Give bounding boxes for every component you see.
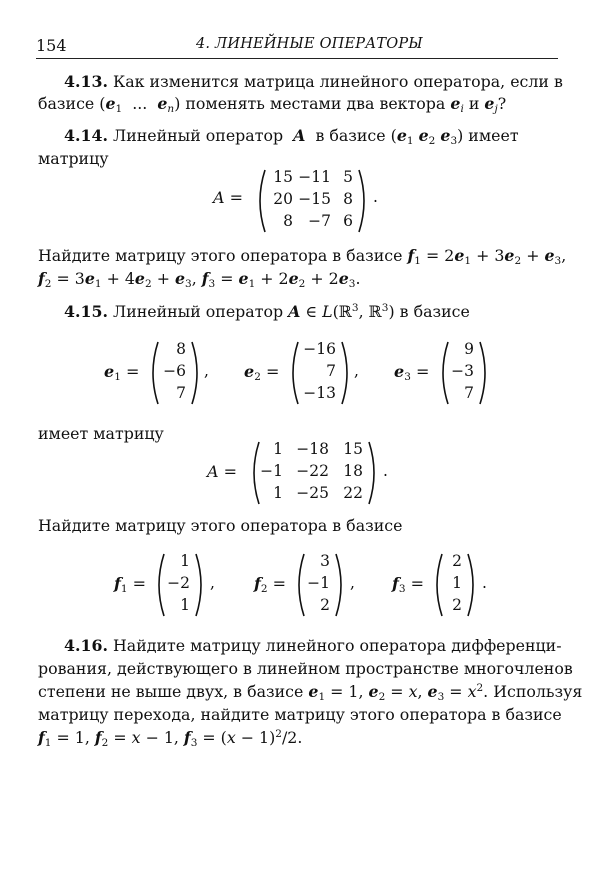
problem-4-14-line-3: Найдите матрицу этого оператора в базисе $f_1 = 2e_1 + 3e_2 + e_3$, [38, 246, 567, 267]
vector-cell: 2 [320, 596, 330, 614]
vector-e3: $e_3$ = 9 −3 7 [394, 340, 494, 406]
problem-text: ) имеет [457, 126, 519, 145]
problem-text: ) поменять местами два вектора [174, 94, 446, 113]
problem-4-13-line-1 [64, 72, 563, 91]
problem-4-14-line-1: 4.14. Линейный оператор A в базисе ($e_1$ $e_2$ $e_3$) имеет [64, 126, 519, 147]
problem-4-16-line-3: степени не выше двух, в базисе $e_1 = 1$, $e_2 = x$, $e_3 = x^2$. Используя [38, 682, 583, 703]
problem-text: базисе ( [38, 94, 106, 113]
vector-cell: 8 [176, 340, 186, 358]
matrix-a-4-15: A = 1 −18 15 −1 −22 18 1 −25 22 . [207, 440, 388, 502]
problem-4-13-line-2: базисе ($e_1$ ... $e_n$) поменять местами два вектора $e_i$ и $e_j$? [38, 94, 507, 115]
matrix-cell: 6 [343, 212, 353, 230]
vector-f3: $f_3$ = 2 1 2 . [392, 552, 487, 614]
vector-cell: −6 [163, 362, 186, 380]
vector-f1: $f_1$ = 1 −2 1 , [114, 552, 215, 614]
matrix-cell: 8 [343, 190, 353, 208]
problem-number: 4.16. [64, 636, 108, 655]
matrix-cell: 15 [273, 168, 293, 186]
problem-4-16-line-2: рования, действующего в линейном пространстве многочленов [38, 659, 573, 678]
problem-text: Линейный оператор [113, 302, 284, 321]
matrix-cell: −11 [298, 168, 331, 186]
vector-cell: 1 [180, 596, 190, 614]
matrix-cell: −25 [296, 484, 329, 502]
vector-cell: 3 [320, 552, 330, 570]
problem-4-14-line-2: матрицу [38, 149, 109, 168]
problem-text: и [468, 94, 480, 113]
problem-text: Линейный оператор [113, 126, 284, 145]
vector-cell: −3 [451, 362, 474, 380]
problem-text: Найдите матрицу этого оператора в базисе [38, 246, 403, 265]
problem-text: в базисе [399, 302, 470, 321]
matrix-cell: 18 [343, 462, 363, 480]
find-in-basis-text: Найдите матрицу этого оператора в базисе [38, 516, 403, 535]
matrix-cell: 1 [273, 484, 283, 502]
problem-text: Найдите матрицу линейного оператора дифференци- [113, 636, 562, 655]
problem-text: Используя [493, 682, 583, 701]
vector-cell: 7 [176, 384, 186, 402]
vector-f2: $f_2$ = 3 −1 2 , [254, 552, 355, 614]
right-paren [357, 168, 373, 234]
vector-cell: 1 [452, 574, 462, 592]
problem-text: степени не выше двух, в базисе [38, 682, 304, 701]
problem-number: 4.13. [64, 72, 108, 91]
matrix-cell: −1 [260, 462, 283, 480]
problem-text: в базисе ( [315, 126, 397, 145]
problem-4-14-line-4: $f_2 = 3e_1 + 4e_2 + e_3$, $f_3 = e_1 + 2e_2 + 2e_3$. [38, 269, 361, 290]
problem-4-16-line-5: $f_1 = 1$, $f_2 = x - 1$, $f_3 = (x - 1)^2/2$. [38, 728, 303, 749]
vector-cell: 7 [326, 362, 336, 380]
problem-4-16-line-1 [64, 636, 562, 655]
page-number: 154 [36, 36, 67, 55]
header-rule [36, 58, 558, 59]
vector-cell: −16 [303, 340, 336, 358]
matrix-cell: 8 [283, 212, 293, 230]
matrix-cell: −7 [308, 212, 331, 230]
problem-4-15-line-1: 4.15. Линейный оператор A ∈ L(ℝ$^3$, ℝ$^3$) в базисе [64, 302, 470, 321]
vector-cell: −2 [167, 574, 190, 592]
vector-cell: 2 [452, 552, 462, 570]
vector-cell: 9 [464, 340, 474, 358]
matrix-cell: 15 [343, 440, 363, 458]
vector-cell: −13 [303, 384, 336, 402]
matrix-cell: 5 [343, 168, 353, 186]
vector-cell: 1 [180, 552, 190, 570]
vector-cell: 2 [452, 596, 462, 614]
vector-cell: 7 [464, 384, 474, 402]
vector-e1: $e_1$ = 8 −6 7 , [104, 340, 209, 402]
matrix-cell: −22 [296, 462, 329, 480]
vector-e2: $e_2$ = −16 7 −13 , [244, 340, 359, 402]
matrix-cell: −15 [298, 190, 331, 208]
matrix-a-4-14: A = 15 −11 5 20 −15 8 8 −7 6 . [213, 168, 393, 234]
vector-cell: −1 [307, 574, 330, 592]
matrix-cell: −18 [296, 440, 329, 458]
problem-4-16-line-4: матрицу перехода, найдите матрицу этого оператора в базисе [38, 705, 562, 724]
matrix-cell: 1 [273, 440, 283, 458]
problem-text: ? [497, 94, 507, 113]
matrix-cell: 20 [273, 190, 293, 208]
chapter-title: 4. ЛИНЕЙНЫЕ ОПЕРАТОРЫ [196, 36, 423, 52]
problem-text: Как изменится матрица линейного оператора, если в [113, 72, 563, 91]
problem-number: 4.14. [64, 126, 108, 145]
problem-number: 4.15. [64, 302, 108, 321]
has-matrix-text: имеет матрицу [38, 424, 164, 443]
matrix-cell: 22 [343, 484, 363, 502]
